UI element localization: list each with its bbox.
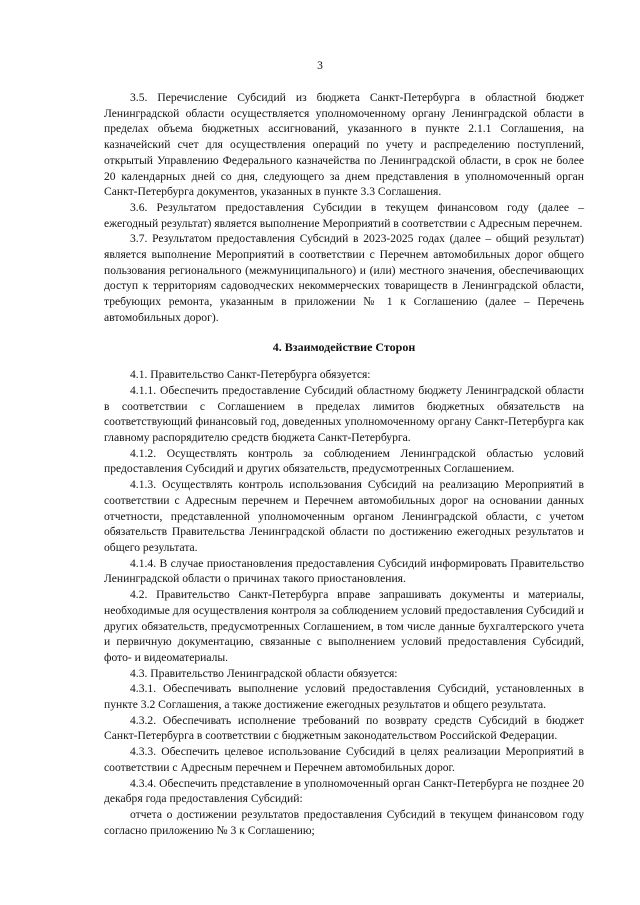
paragraph-4-3-2: 4.3.2. Обеспечивать исполнение требований по возврату средств Субсидий в бюджет Санкт-Петербурга в соответствии с бюджетным законодательством Российской Федерации. [104,713,584,743]
paragraph-4-1-1: 4.1.1. Обеспечить предоставление Субсидий областному бюджету Ленинградской области в соответствии с Соглашением в пределах лимитов бюджетных обязательств на соответствующий финансовый год, доведенных уполномоченному органу Санкт-Петербурга как главному распорядителю средств бюджета Санкт-Петербурга. [104,383,584,445]
paragraph-3-5: 3.5. Перечисление Субсидий из бюджета Санкт-Петербурга в областной бюджет Ленинградской области осуществляется уполномоченному органу Ленинградской области в пределах объема бюджетных ассигнований, указанного в пункте 2.1.1 Соглашения, на казначейский счет для осуществления операций по учету и распределению поступлений, открытый Управлению Федерального казначейства по Ленинградской области, в срок не более 20 календарных дней со дня, следующего за днем представления в уполномоченный орган Санкт-Петербурга документов, указанных в пункте 3.3 Соглашения. [104,91,584,199]
paragraph-4-3-4: 4.3.4. Обеспечить представление в уполномоченный орган Санкт-Петербурга не позднее 20 декабря года предоставления Субсидий: [104,776,584,806]
paragraph-4-1-3: 4.1.3. Осуществлять контроль использования Субсидий на реализацию Мероприятий в соответствии с Адресным перечнем и Перечнем автомобильных дорог на основании данных отчетности, представленной уполномоченным органом Ленинградской области, с учетом обязательств Правительства Ленинградской области по достижению ежегодных результатов и общего результата. [104,478,584,554]
paragraph-4-1: 4.1. Правительство Санкт-Петербурга обязуется: [130,368,371,382]
document-body [104,90,584,838]
paragraph-4-2: 4.2. Правительство Санкт-Петербурга вправе запрашивать документы и материалы, необходимые для осуществления контроля за соблюдением условий предоставления Субсидий и других обязательств, предусмотренных Соглашением, в том числе данные бухгалтерского учета и первичную документацию, связанные с выполнением условий предоставления Субсидий, фото- и видеоматериалы. [104,588,584,664]
section-heading: 4. Взаимодействие Сторон [272,339,416,354]
page-number: 3 [317,60,323,72]
paragraph-report-item: отчета о достижении результатов предоставления Субсидий в текущем финансовом году согласно приложению № 3 к Соглашению; [104,807,584,837]
paragraph-4-3-3: 4.3.3. Обеспечить целевое использование Субсидий в целях реализации Мероприятий в соответствии с Адресным перечнем и Перечнем автомобильных дорог. [104,745,584,774]
paragraph-4-3: 4.3. Правительство Ленинградской области обязуется: [130,666,398,680]
paragraph-4-3-1: 4.3.1. Обеспечивать выполнение условий предоставления Субсидий, установленных в пункте 3.2 Соглашения, а также достижение ежегодных результатов и общего результата. [104,682,584,712]
paragraph-4-1-4: 4.1.4. В случае приостановления предоставления Субсидий информировать Правительство Ленинградской области о причинах такого приостановления. [104,556,584,586]
paragraph-3-6: 3.6. Результатом предоставления Субсидии в текущем финансовом году (далее – ежегодный результат) является выполнение Мероприятий в соответствии с Адресным перечнем. [104,200,584,230]
paragraph-3-7: 3.7. Результатом предоставления Субсидий в 2023-2025 годах (далее – общий результат) является выполнение Мероприятий в соответствии с Перечнем автомобильных дорог общего пользования регионального (межмуниципального) и (или) местного значения, обеспечивающих доступ к территориям садоводческих некоммерческих товариществ в Ленинградской области, требующих ремонта, указанным в приложении № 1 к Соглашению (далее – Перечень автомобильных дорог). [104,232,584,324]
paragraph-4-1-2: 4.1.2. Осуществлять контроль за соблюдением Ленинградской областью условий предоставления Субсидий и других обязательств, предусмотренных Соглашением. [104,446,584,476]
